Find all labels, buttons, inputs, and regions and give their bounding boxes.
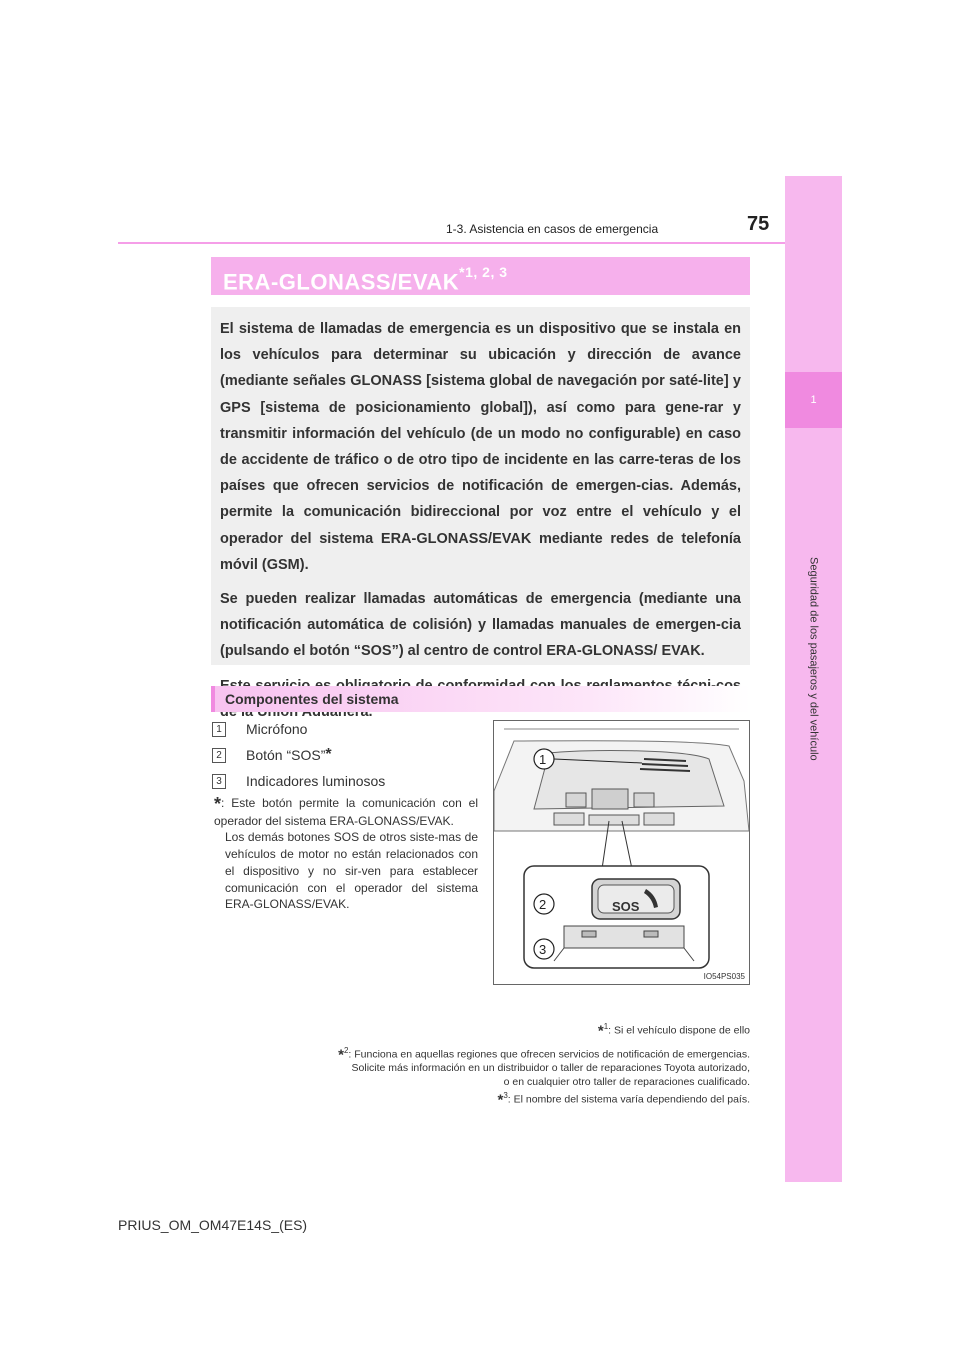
component-list: [212, 716, 482, 794]
header-rule: [118, 242, 785, 244]
intro-paragraph-2: Se pueden realizar llamadas automáticas de emergencia (mediante una notificación automática de colisión) y llamadas manuales de emergen-cia (pulsando el botón “SOS”) al centro de control ERA-GLONASS/ EVAK.: [220, 591, 741, 660]
item-number-box: 1: [212, 722, 226, 737]
footnote-1: [190, 1020, 750, 1038]
footnote-3: [190, 1089, 750, 1107]
note-star: *: [214, 794, 222, 814]
note-text-1: : Este botón permite la comunicación con el operador del sistema ERA-GLONASS/EVAK.: [214, 796, 478, 828]
chapter-title-wrap: [785, 444, 842, 874]
sos-button-label: SOS: [612, 899, 640, 914]
footnote-mark: 1: [603, 1022, 609, 1031]
chapter-number: 1: [785, 372, 842, 428]
section-label: 1-3. Asistencia en casos de emergencia: [446, 222, 659, 236]
chapter-title: Seguridad de los pasajeros y del vehículo: [807, 557, 820, 761]
document-id: PRIUS_OM_OM47E14S_(ES): [118, 1217, 308, 1233]
item-label: Botón “SOS”: [246, 747, 326, 763]
item-label: Micrófono: [246, 721, 308, 737]
footnote-text: : Funciona en aquellas regiones que ofrecen servicios de notificación de emergencias.: [348, 1048, 750, 1061]
sos-button-note: [214, 795, 478, 913]
callout-number-3: 3: [539, 942, 547, 957]
components-heading: Componentes del sistema: [211, 686, 750, 712]
item-footnote-mark: *: [325, 746, 332, 763]
page-title-bar: [211, 257, 750, 295]
footnote-2: [190, 1044, 750, 1062]
footnotes: [190, 1020, 750, 1107]
item-number-box: 2: [212, 748, 226, 763]
overhead-console-drawing: [494, 721, 749, 984]
chapter-side-tab: [785, 176, 842, 1182]
footnote-star: *: [338, 1046, 344, 1064]
footnote-text: : El nombre del sistema varía dependiendo del país.: [507, 1093, 750, 1106]
item-label: Indicadores luminosos: [246, 773, 386, 789]
footnote-2-line-3: o en cualquier otro taller de reparaciones cualificado.: [503, 1075, 750, 1088]
footnote-mark: 3: [503, 1091, 508, 1100]
list-item: [212, 716, 482, 742]
title-footnote-marks: *1, 2, 3: [459, 264, 508, 280]
page-number: 75: [747, 213, 770, 235]
footnote-star: *: [597, 1022, 604, 1040]
footnote-mark: 2: [343, 1046, 349, 1055]
illustration-code: IO54PS035: [703, 972, 745, 981]
sos-illustration: [493, 720, 750, 985]
list-item: [212, 742, 482, 768]
intro-box: [211, 307, 750, 665]
page-title: ERA-GLONASS/EVAK: [223, 269, 460, 295]
callout-number-1: 1: [539, 752, 547, 767]
footnote-text: : Si el vehículo dispone de ello: [608, 1024, 750, 1037]
note-text-2: Los demás botones SOS de otros siste-mas de vehículos de motor no están relacionados con el dispositivo y no sir-ven para establecer comunicación con el operador del sistema ERA-GLONASS/EVAK.: [225, 830, 478, 912]
callout-number-2: 2: [539, 897, 547, 912]
list-item: [212, 768, 482, 794]
footnote-star: *: [497, 1091, 504, 1109]
item-number-box: 3: [212, 774, 226, 789]
intro-paragraph-1: El sistema de llamadas de emergencia es un dispositivo que se instala en los vehículos para determinar su ubicación y dirección de avance (mediante señales GLONASS [sistema global de navegación por saté-lite] y GPS [sistema de posicionamiento global]), así como para gene-rar y transmitir información del vehículo (de un modo no configurable) en caso de accidente de tráfico o de otro tipo de incidente en las carre-teras de los países que ofrecen servicios de notificación de emergen-cias. Además, permite la comunicación bidireccional por voz entre el vehículo y el operador del sistema ERA-GLONASS/EVAK mediante redes de telefonía móvil (GSM).: [220, 321, 741, 573]
footnote-2-line-2: Solicite más información en un distribuidor o taller de reparaciones Toyota autorizado,: [351, 1062, 750, 1074]
